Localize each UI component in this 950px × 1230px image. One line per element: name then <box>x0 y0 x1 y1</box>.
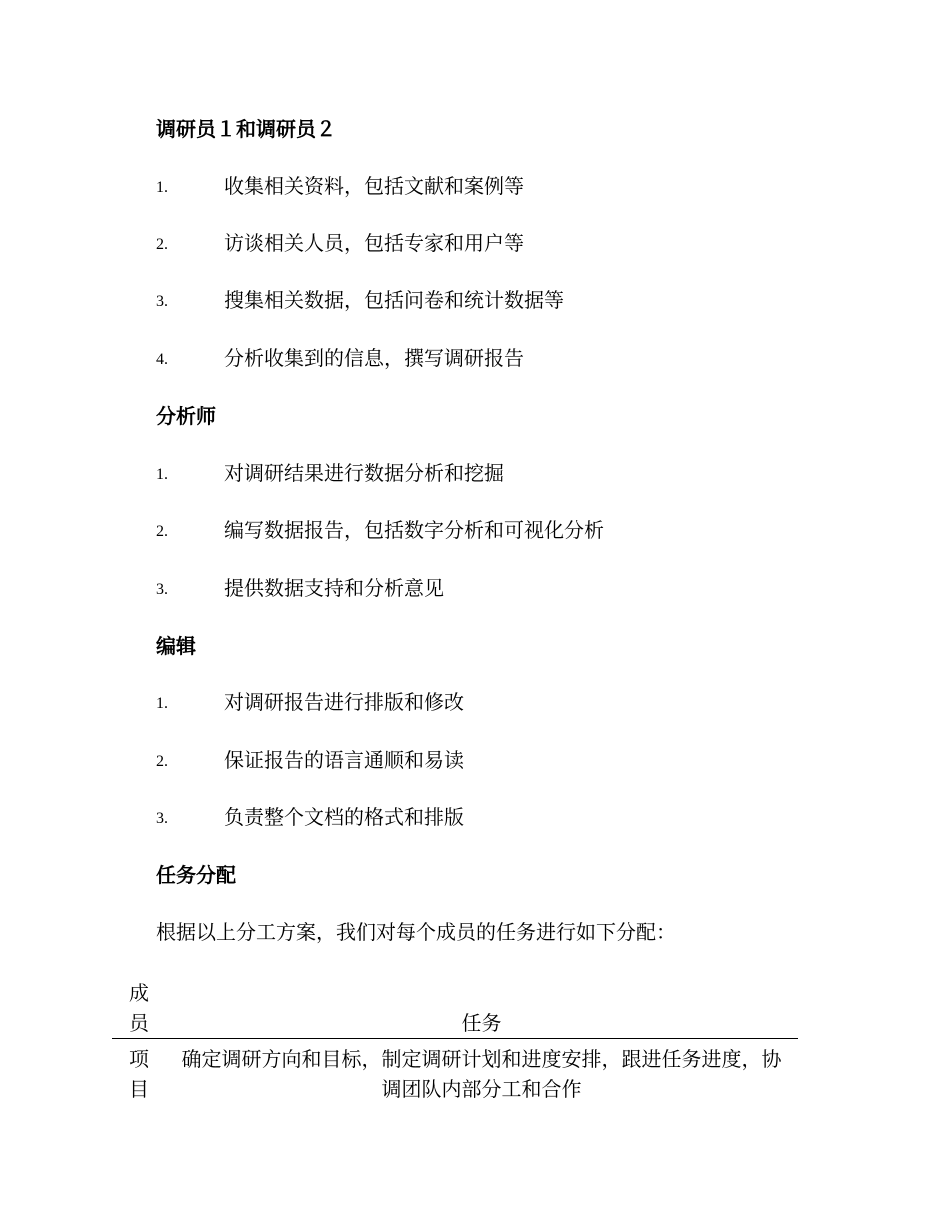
list-text: 编写数据报告，包括数字分析和可视化分析 <box>224 518 604 542</box>
list-number: 2. <box>156 236 168 253</box>
list-number: 3. <box>156 293 168 310</box>
list-text: 搜集相关数据，包括问卷和统计数据等 <box>224 288 564 312</box>
list-number: 2. <box>156 753 168 770</box>
list-item <box>156 576 856 600</box>
list-number: 3. <box>156 810 168 827</box>
list-item <box>156 805 856 829</box>
list-item <box>156 518 856 542</box>
list-text: 对调研报告进行排版和修改 <box>224 690 464 714</box>
list-number: 1. <box>156 466 168 483</box>
list-text: 分析收集到的信息，撰写调研报告 <box>224 346 524 370</box>
list-text: 收集相关资料，包括文献和案例等 <box>224 174 524 198</box>
list-number: 4. <box>156 351 168 368</box>
list-number: 2. <box>156 523 168 540</box>
list-item <box>156 288 856 312</box>
list-item <box>156 231 856 255</box>
list-number: 1. <box>156 695 168 712</box>
intro-paragraph: 根据以上分工方案，我们对每个成员的任务进行如下分配： <box>156 920 676 944</box>
list-text: 保证报告的语言通顺和易读 <box>224 748 464 772</box>
section-heading-editor: 编辑 <box>156 634 196 658</box>
section-heading-researchers: 调研员１和调研员２ <box>156 117 336 141</box>
list-item <box>156 690 856 714</box>
list-item <box>156 346 856 370</box>
table-cell-task: 确定调研方向和目标，制定调研计划和进度安排，跟进任务进度，协调团队内部分工和合作 <box>181 1047 782 1101</box>
list-number: 3. <box>156 581 168 598</box>
table-header-task: 任务 <box>461 1011 502 1035</box>
list-number: 1. <box>156 179 168 196</box>
list-item <box>156 174 856 198</box>
list-text: 访谈相关人员，包括专家和用户等 <box>224 231 524 255</box>
table-header-rule <box>112 1038 798 1039</box>
list-item <box>156 461 856 485</box>
table-header-member: 成员 <box>129 981 149 1035</box>
section-heading-task-allocation: 任务分配 <box>156 863 236 887</box>
list-text: 对调研结果进行数据分析和挖掘 <box>224 461 504 485</box>
list-item <box>156 748 856 772</box>
list-text: 提供数据支持和分析意见 <box>224 576 444 600</box>
table-cell-member: 项目 <box>129 1047 149 1101</box>
section-heading-analyst: 分析师 <box>156 404 216 428</box>
list-text: 负责整个文档的格式和排版 <box>224 805 464 829</box>
